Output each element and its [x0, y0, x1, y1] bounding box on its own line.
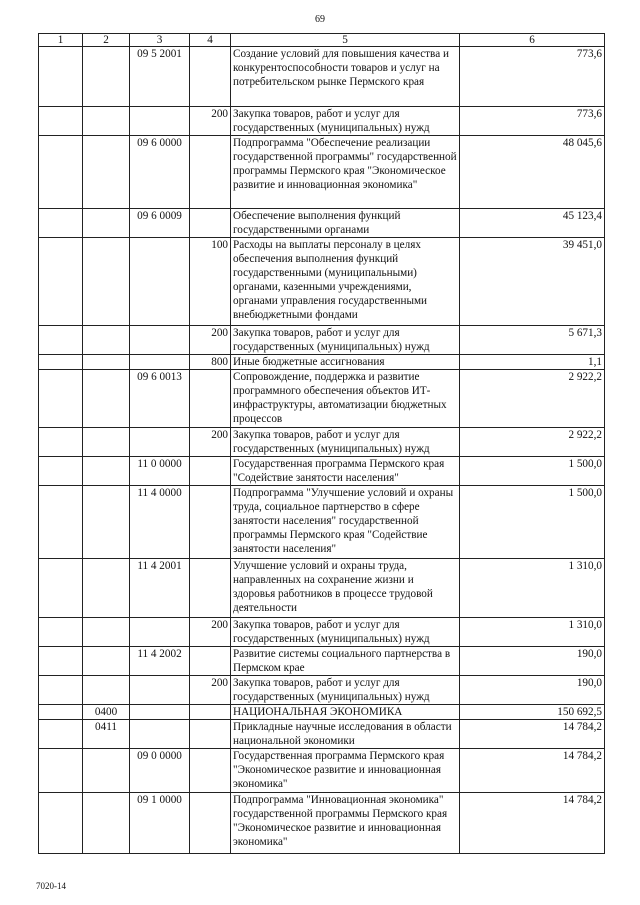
amount-cell: 190,0	[460, 647, 605, 676]
chapter-cell	[39, 238, 83, 326]
table-row	[39, 326, 605, 355]
target-article-cell	[130, 705, 190, 720]
target-article-cell	[130, 107, 190, 136]
table-row	[39, 107, 605, 136]
amount-cell: 2 922,2	[460, 370, 605, 428]
page-number: 69	[315, 14, 325, 25]
expense-type-cell	[190, 793, 231, 854]
description-cell: Подпрограмма "Обеспечение реализации государственной программы" государственной программы Пермского края "Экономическое развитие и инновационная экономика"	[231, 136, 460, 209]
description-cell: Подпрограмма "Улучшение условий и охраны труда, социальное партнерство в сфере занятости населения" государственной программы Пермского края "Содействие занятости населения"	[231, 486, 460, 559]
amount-cell: 5 671,3	[460, 326, 605, 355]
target-article-cell: 09 1 0000	[130, 793, 190, 854]
table-body	[39, 47, 605, 854]
chapter-cell	[39, 486, 83, 559]
chapter-cell	[39, 326, 83, 355]
section-code-cell	[83, 457, 130, 486]
description-cell: Закупка товаров, работ и услуг для государственных (муниципальных) нужд	[231, 107, 460, 136]
table-row	[39, 136, 605, 209]
target-article-cell	[130, 428, 190, 457]
section-code-cell: 0411	[83, 720, 130, 749]
section-code-cell	[83, 238, 130, 326]
table-row	[39, 370, 605, 428]
amount-cell: 1 310,0	[460, 559, 605, 618]
section-code-cell	[83, 209, 130, 238]
footer-code: 7020-14	[36, 881, 66, 891]
section-code-cell	[83, 559, 130, 618]
amount-cell: 39 451,0	[460, 238, 605, 326]
amount-cell: 2 922,2	[460, 428, 605, 457]
expense-type-cell	[190, 559, 231, 618]
chapter-cell	[39, 136, 83, 209]
expense-type-cell	[190, 370, 231, 428]
section-code-cell: 0400	[83, 705, 130, 720]
section-code-cell	[83, 428, 130, 457]
section-code-cell	[83, 618, 130, 647]
expense-type-cell	[190, 720, 231, 749]
amount-cell: 1,1	[460, 355, 605, 370]
target-article-cell: 09 5 2001	[130, 47, 190, 107]
column-header-6: 6	[460, 34, 605, 47]
description-cell: Закупка товаров, работ и услуг для государственных (муниципальных) нужд	[231, 676, 460, 705]
chapter-cell	[39, 749, 83, 793]
table-row	[39, 705, 605, 720]
chapter-cell	[39, 793, 83, 854]
description-cell: Прикладные научные исследования в области национальной экономики	[231, 720, 460, 749]
table-row	[39, 238, 605, 326]
amount-cell: 45 123,4	[460, 209, 605, 238]
expense-type-cell: 200	[190, 107, 231, 136]
chapter-cell	[39, 370, 83, 428]
chapter-cell	[39, 559, 83, 618]
target-article-cell: 09 0 0000	[130, 749, 190, 793]
table-row	[39, 559, 605, 618]
expense-type-cell	[190, 47, 231, 107]
amount-cell: 14 784,2	[460, 793, 605, 854]
expense-type-cell: 200	[190, 428, 231, 457]
expense-type-cell: 200	[190, 618, 231, 647]
table-row	[39, 47, 605, 107]
description-cell: Государственная программа Пермского края "Экономическое развитие и инновационная экономика"	[231, 749, 460, 793]
expense-type-cell	[190, 209, 231, 238]
section-code-cell	[83, 486, 130, 559]
budget-table	[38, 33, 605, 854]
table-row	[39, 676, 605, 705]
description-cell: Подпрограмма "Инновационная экономика" государственной программы Пермского края "Экономическое развитие и инновационная экономика"	[231, 793, 460, 854]
table-row	[39, 618, 605, 647]
table-row	[39, 457, 605, 486]
expense-type-cell	[190, 486, 231, 559]
chapter-cell	[39, 355, 83, 370]
section-code-cell	[83, 136, 130, 209]
amount-cell: 1 310,0	[460, 618, 605, 647]
description-cell: Развитие системы социального партнерства в Пермском крае	[231, 647, 460, 676]
chapter-cell	[39, 647, 83, 676]
expense-type-cell	[190, 749, 231, 793]
target-article-cell: 11 4 2001	[130, 559, 190, 618]
column-header-3: 3	[130, 34, 190, 47]
expense-type-cell: 200	[190, 676, 231, 705]
chapter-cell	[39, 618, 83, 647]
chapter-cell	[39, 428, 83, 457]
target-article-cell	[130, 326, 190, 355]
table-row	[39, 355, 605, 370]
description-cell: Закупка товаров, работ и услуг для государственных (муниципальных) нужд	[231, 618, 460, 647]
expense-type-cell: 200	[190, 326, 231, 355]
section-code-cell	[83, 370, 130, 428]
description-cell: Расходы на выплаты персоналу в целях обеспечения выполнения функций государственными (муниципальными) органами, казенными учреждениями, органами управления государственными внебюджетными фондами	[231, 238, 460, 326]
section-code-cell	[83, 749, 130, 793]
description-cell: Закупка товаров, работ и услуг для государственных (муниципальных) нужд	[231, 326, 460, 355]
expense-type-cell	[190, 457, 231, 486]
chapter-cell	[39, 705, 83, 720]
section-code-cell	[83, 355, 130, 370]
target-article-cell	[130, 618, 190, 647]
description-cell: НАЦИОНАЛЬНАЯ ЭКОНОМИКА	[231, 705, 460, 720]
table-row	[39, 749, 605, 793]
amount-cell: 14 784,2	[460, 749, 605, 793]
amount-cell: 773,6	[460, 47, 605, 107]
description-cell: Создание условий для повышения качества и конкурентоспособности товаров и услуг на потребительском рынке Пермского края	[231, 47, 460, 107]
chapter-cell	[39, 720, 83, 749]
table-row	[39, 647, 605, 676]
section-code-cell	[83, 676, 130, 705]
target-article-cell	[130, 676, 190, 705]
target-article-cell: 09 6 0013	[130, 370, 190, 428]
amount-cell: 1 500,0	[460, 457, 605, 486]
target-article-cell: 09 6 0009	[130, 209, 190, 238]
amount-cell: 150 692,5	[460, 705, 605, 720]
description-cell: Иные бюджетные ассигнования	[231, 355, 460, 370]
amount-cell: 14 784,2	[460, 720, 605, 749]
table-row	[39, 720, 605, 749]
section-code-cell	[83, 793, 130, 854]
target-article-cell	[130, 238, 190, 326]
column-header-5: 5	[231, 34, 460, 47]
description-cell: Сопровождение, поддержка и развитие программного обеспечения объектов ИТ-инфраструктуры, автоматизации бюджетных процессов	[231, 370, 460, 428]
chapter-cell	[39, 676, 83, 705]
chapter-cell	[39, 107, 83, 136]
amount-cell: 1 500,0	[460, 486, 605, 559]
column-header-1: 1	[39, 34, 83, 47]
target-article-cell: 11 0 0000	[130, 457, 190, 486]
description-cell: Обеспечение выполнения функций государственными органами	[231, 209, 460, 238]
table-header	[39, 34, 605, 47]
amount-cell: 48 045,6	[460, 136, 605, 209]
section-code-cell	[83, 326, 130, 355]
target-article-cell	[130, 720, 190, 749]
description-cell: Закупка товаров, работ и услуг для государственных (муниципальных) нужд	[231, 428, 460, 457]
target-article-cell	[130, 355, 190, 370]
table-row	[39, 486, 605, 559]
column-header-4: 4	[190, 34, 231, 47]
chapter-cell	[39, 209, 83, 238]
description-cell: Улучшение условий и охраны труда, направленных на сохранение жизни и здоровья работников в процессе трудовой деятельности	[231, 559, 460, 618]
table-row	[39, 428, 605, 457]
expense-type-cell	[190, 705, 231, 720]
chapter-cell	[39, 47, 83, 107]
column-header-2: 2	[83, 34, 130, 47]
expense-type-cell: 800	[190, 355, 231, 370]
target-article-cell: 11 4 2002	[130, 647, 190, 676]
amount-cell: 773,6	[460, 107, 605, 136]
expense-type-cell	[190, 136, 231, 209]
section-code-cell	[83, 107, 130, 136]
table-row	[39, 209, 605, 238]
chapter-cell	[39, 457, 83, 486]
expense-type-cell	[190, 647, 231, 676]
target-article-cell: 09 6 0000	[130, 136, 190, 209]
expense-type-cell: 100	[190, 238, 231, 326]
target-article-cell: 11 4 0000	[130, 486, 190, 559]
description-cell: Государственная программа Пермского края "Содействие занятости населения"	[231, 457, 460, 486]
header-row	[39, 34, 605, 47]
section-code-cell	[83, 647, 130, 676]
amount-cell: 190,0	[460, 676, 605, 705]
section-code-cell	[83, 47, 130, 107]
table-row	[39, 793, 605, 854]
